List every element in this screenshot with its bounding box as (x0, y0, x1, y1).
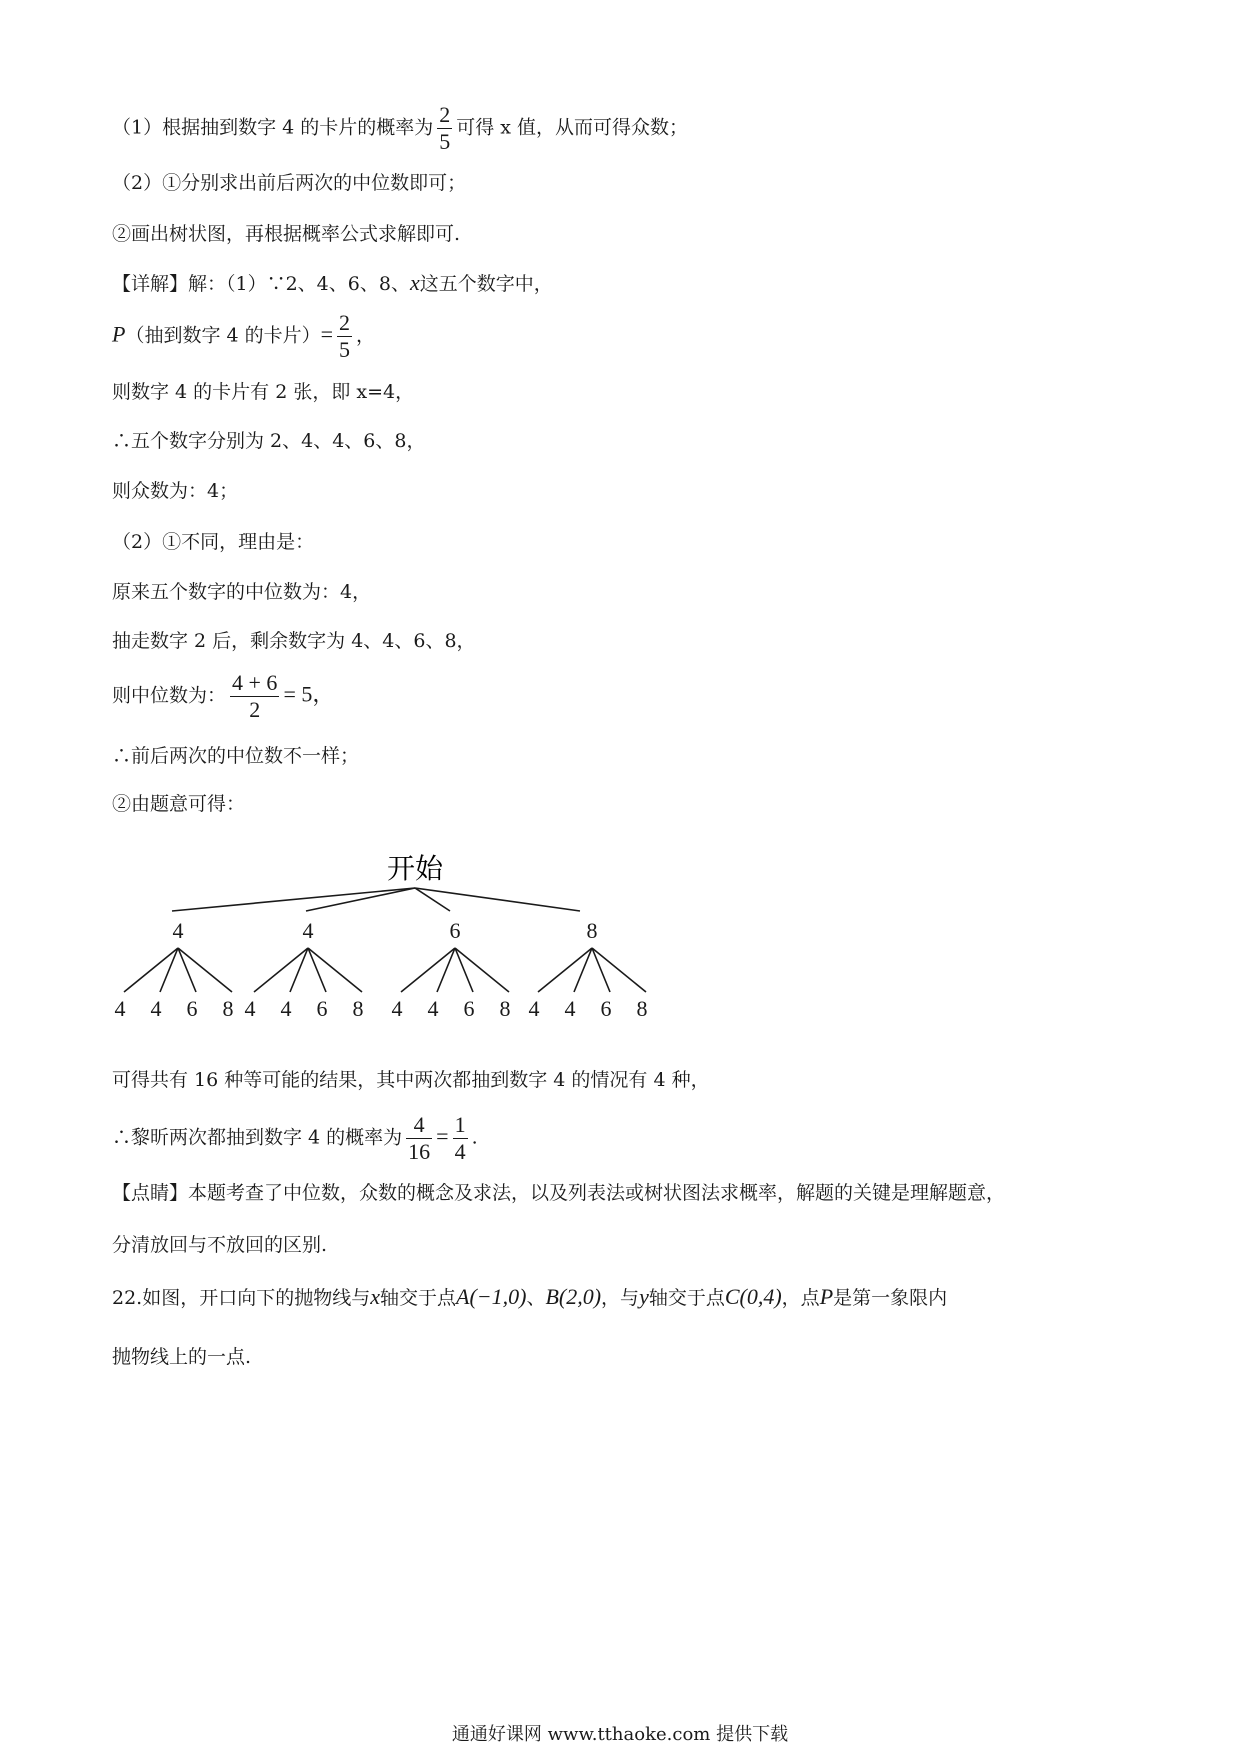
question-22-line-2: 抛物线上的一点. (112, 1346, 252, 1368)
solution-line-6: （2）①不同，理由是： (112, 531, 315, 553)
fraction-two-fifths (437, 102, 452, 155)
denominator: 16 (408, 1139, 431, 1164)
math-variable: x (409, 270, 420, 295)
math-variable: x (370, 1284, 380, 1309)
tree-leaf-1-2: 6 (316, 996, 328, 1021)
text-segment: 【详解】解：（1）∵2、4、6、8、 (112, 273, 410, 295)
tree-leaf-3-2: 6 (600, 996, 612, 1021)
text-segment: 轴交于点 (379, 1287, 456, 1309)
math-variable: y (639, 1284, 649, 1309)
solution-line-10: ∴前后两次的中位数不一样； (112, 745, 360, 767)
tree-root-label: 开始 (386, 854, 444, 885)
tree-leaf-3-0: 4 (528, 996, 540, 1021)
text-segment: 可得 x 值，从而可得众数； (456, 116, 689, 139)
denominator: 5 (439, 129, 451, 154)
numerator: 2 (439, 102, 451, 127)
tree-diagram (110, 848, 750, 1038)
tree-leaf-1-0: 4 (244, 996, 256, 1021)
text-segment: ， (356, 324, 376, 347)
solution-line-5: 则众数为：4； (112, 480, 239, 502)
tree-leaf-0-2: 6 (186, 996, 198, 1021)
point-b: B(2,0) (545, 1284, 602, 1309)
math-result: = 5， (283, 681, 335, 707)
solution-line-7: 原来五个数字的中位数为：4， (112, 581, 372, 603)
analysis-line-1 (112, 102, 688, 155)
tree-leaf-0-3: 8 (222, 996, 234, 1021)
footer-watermark: 通通好课网 www.tthaoke.com 提供下载 (451, 1724, 789, 1745)
tree-branch-3-0 (538, 948, 592, 992)
denominator: 2 (230, 696, 279, 723)
tree-leaf-1-3: 8 (352, 996, 364, 1021)
tree-leaf-2-0: 4 (391, 996, 403, 1021)
text-segment: （1）根据抽到数字 4 的卡片的概率为 (112, 116, 434, 139)
tree-node-level1-2: 6 (449, 918, 461, 943)
solution-line-2 (112, 310, 375, 363)
denominator: 4 (454, 1139, 466, 1164)
fraction-two-fifths (337, 310, 352, 363)
comment-line-1: 【点睛】本题考查了中位数，众数的概念及求法，以及列表法或树状图法求概率，解题的关键是理解题意， (112, 1182, 1006, 1204)
text-segment: ，与 (601, 1287, 640, 1309)
text-segment: 这五个数字中， (419, 273, 553, 295)
result-line-2 (112, 1112, 478, 1165)
solution-line-8: 抽走数字 2 后，剩余数字为 4、4、6、8， (112, 630, 476, 652)
tree-node-level1-3: 8 (586, 918, 598, 943)
tree-leaf-3-1: 4 (564, 996, 576, 1021)
point-a: A(−1,0) (456, 1284, 527, 1309)
math-variable: P (112, 321, 126, 347)
fraction-one-fourth (453, 1112, 468, 1165)
tree-branch-2-0 (401, 948, 455, 992)
equals-sign: = (436, 1123, 449, 1149)
tree-leaf-2-1: 4 (427, 996, 439, 1021)
tree-branch-root-1 (306, 888, 415, 911)
text-segment: 是第一象限内 (833, 1287, 948, 1309)
tree-leaf-2-3: 8 (499, 996, 511, 1021)
tree-branch-0-0 (124, 948, 178, 992)
text-segment: ∴黎昕两次都抽到数字 4 的概率为 (112, 1126, 403, 1149)
tree-node-level1-1: 4 (302, 918, 314, 943)
text-segment: （抽到数字 4 的卡片） (125, 324, 321, 347)
tree-branch-3-3 (592, 948, 646, 992)
tree-branch-2-3 (455, 948, 509, 992)
tree-leaf-0-1: 4 (150, 996, 162, 1021)
fraction-median (230, 670, 279, 723)
tree-leaf-2-2: 6 (463, 996, 475, 1021)
tree-branch-root-3 (415, 888, 580, 911)
numerator: 2 (339, 310, 351, 335)
result-line-1: 可得共有 16 种等可能的结果，其中两次都抽到数字 4 的情况有 4 种， (112, 1069, 710, 1091)
tree-leaf-1-1: 4 (280, 996, 292, 1021)
solution-line-11: ②由题意可得： (112, 793, 246, 815)
solution-line-3: 则数字 4 的卡片有 2 张，即 x=4， (112, 381, 415, 403)
text-segment: 则中位数为： (112, 684, 227, 707)
numerator: 4 (413, 1112, 425, 1137)
solution-line-1 (112, 271, 553, 296)
text-segment: . (471, 1126, 478, 1149)
comment-line-2: 分清放回与不放回的区别. (112, 1234, 328, 1256)
solution-line-9 (112, 670, 334, 723)
tree-branch-1-0 (254, 948, 308, 992)
text-segment: 轴交于点 (648, 1287, 725, 1309)
analysis-line-2: （2）①分别求出前后两次的中位数即可； (112, 172, 467, 194)
numerator: 1 (454, 1112, 466, 1137)
question-22-line-1 (112, 1285, 947, 1310)
solution-line-4: ∴五个数字分别为 2、4、4、6、8， (112, 430, 426, 452)
tree-branch-1-3 (308, 948, 362, 992)
tree-leaf-3-3: 8 (636, 996, 648, 1021)
tree-node-level1-0: 4 (172, 918, 184, 943)
denominator: 5 (339, 337, 351, 362)
text-segment: 、 (526, 1287, 546, 1309)
equals-sign: = (320, 321, 334, 347)
tree-branch-0-3 (178, 948, 232, 992)
tree-leaf-0-0: 4 (114, 996, 126, 1021)
point-c: C(0,4) (724, 1284, 782, 1309)
text-segment: ，点 (781, 1287, 820, 1309)
analysis-line-3: ②画出树状图，再根据概率公式求解即可. (112, 223, 461, 245)
text-segment: 22.如图，开口向下的抛物线与 (112, 1287, 371, 1309)
fraction-four-sixteenths (406, 1112, 432, 1165)
tree-branch-root-0 (172, 888, 415, 911)
numerator: 4 + 6 (232, 670, 278, 695)
point-p: P (819, 1284, 834, 1309)
